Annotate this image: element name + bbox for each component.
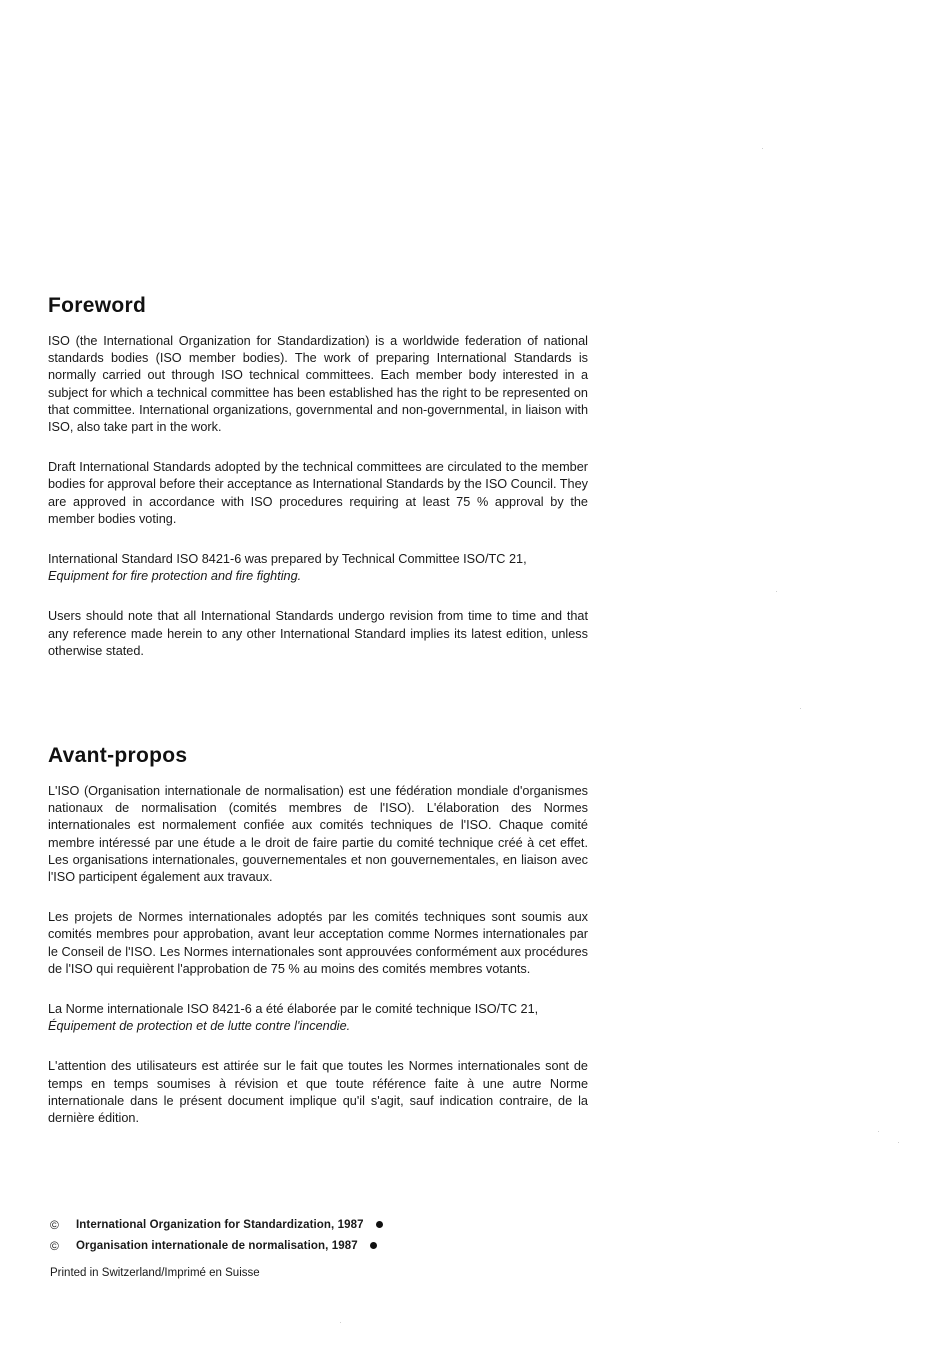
copyright-icon: © (50, 1238, 59, 1253)
avant-propos-paragraph-1: L'ISO (Organisation internationale de normalisation) est une fédération mondiale d'organismes nationaux de normalisation (comités membres de l'ISO). L'élaboration des Normes internationales est normalement confiée aux comités techniques de l'ISO. Chaque comité membre intéressé par une étude a le droit de faire partie du comité technique créé à cet effet. Les organisations internationales, gouvernementales et non gouvernementales, en liaison avec l'ISO participent également aux travaux. (48, 784, 588, 885)
scan-speck (340, 1322, 341, 1323)
foreword-paragraph-3 (48, 551, 588, 585)
foreword-section (48, 293, 588, 683)
scan-speck (800, 708, 801, 709)
avant-propos-committee-title: Équipement de protection et de lutte contre l'incendie. (48, 1019, 351, 1034)
copyright-block (50, 1214, 450, 1256)
avant-propos-heading: Avant-propos (48, 744, 188, 767)
scan-speck (762, 148, 763, 149)
copyright-text-fr: Organisation internationale de normalisation, 1987 (76, 1239, 358, 1252)
scan-speck (878, 1131, 879, 1132)
foreword-committee-title: Equipment for fire protection and fire fighting. (48, 569, 302, 584)
copyright-icon: © (50, 1217, 59, 1232)
scan-speck (898, 1142, 899, 1143)
bullet-dot-icon (376, 1221, 383, 1228)
avant-propos-paragraph-2: Les projets de Normes internationales adoptés par les comités techniques sont soumis aux comités membres pour approbation, avant leur acceptation comme Normes internationales par le Conseil de l'ISO. Les Normes internationales sont approuvées conformément aux procédures de l'ISO qui requièrent l'approbation de 75 % au moins des comités membres votants. (48, 910, 588, 976)
foreword-paragraph-2: Draft International Standards adopted by the technical committees are circulated to the member bodies for approval before their acceptance as International Standards by the ISO Council. They are approved in accordance with ISO procedures requiring at least 75 % approval by the member bodies voting. (48, 460, 589, 526)
avant-propos-section (48, 743, 588, 1150)
scan-speck (776, 591, 777, 592)
copyright-line-fr (50, 1235, 450, 1256)
avant-propos-paragraph-4: L'attention des utilisateurs est attirée sur le fait que toutes les Normes internationales sont de temps en temps soumises à révision et que toute référence faite à une autre Norme internationale dans le présent document implique qu'il s'agit, sauf indication contraire, de la dernière édition. (48, 1059, 588, 1126)
copyright-line-en (50, 1214, 450, 1235)
foreword-paragraph-1: ISO (the International Organization for Standardization) is a worldwide federation of national standards bodies (ISO member bodies). The work of preparing International Standards is normally carried out through ISO technical committees. Each member body interested in a subject for which a technical committee has been established has the right to be represented on that committee. International organizations, governmental and non-governmental, in liaison with ISO, also take part in the work. (48, 334, 588, 435)
printed-in-note: Printed in Switzerland/Imprimé en Suisse (50, 1267, 260, 1279)
foreword-heading: Foreword (48, 294, 147, 317)
bullet-dot-icon (370, 1242, 377, 1249)
foreword-prepared-by: International Standard ISO 8421-6 was prepared by Technical Committee ISO/TC 21, (48, 552, 527, 567)
copyright-text-en: International Organization for Standardization, 1987 (76, 1218, 364, 1231)
avant-propos-paragraph-3 (48, 1001, 588, 1035)
foreword-paragraph-4: Users should note that all International Standards undergo revision from time to time and that any reference made herein to any other International Standard implies its latest edition, unless otherwise stated. (48, 609, 588, 658)
avant-propos-prepared-by: La Norme internationale ISO 8421-6 a été élaborée par le comité technique ISO/TC 21, (48, 1002, 539, 1017)
